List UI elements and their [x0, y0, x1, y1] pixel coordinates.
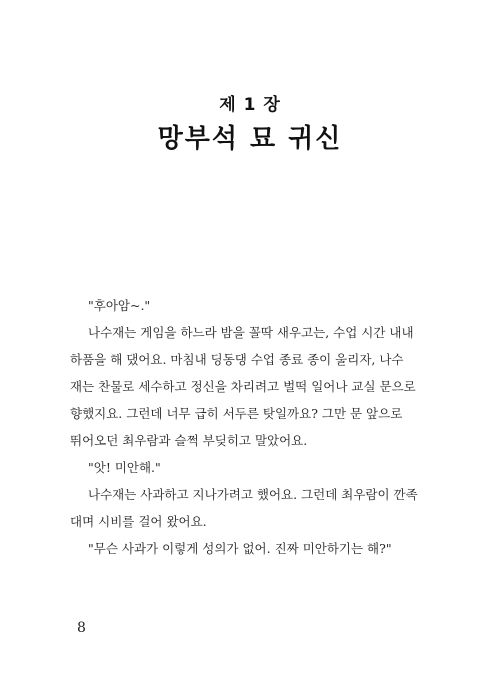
text-line: 대며 시비를 걸어 왔어요. [70, 514, 207, 529]
text-line: 하품을 해 댔어요. 마침내 딩동댕 수업 종료 종이 울리자, 나수 [70, 352, 404, 367]
text-line: 뛰어오던 최우람과 슬쩍 부딪히고 말았어요. [70, 433, 308, 448]
text-line: "후아암~." [88, 298, 151, 313]
paragraph [88, 535, 430, 562]
body-text [70, 292, 430, 562]
page-number: 8 [77, 620, 86, 636]
text-line: 나수재는 게임을 하느라 밤을 꼴딱 새우고는, 수업 시간 내내 [88, 325, 414, 340]
paragraph [70, 319, 430, 454]
paragraph [88, 454, 430, 481]
paragraph [70, 481, 430, 535]
text-line: "무슨 사과가 이렇게 성의가 없어. 진짜 미안하기는 해?" [88, 541, 392, 556]
chapter-number: 제 1 장 [219, 95, 281, 115]
text-line: 향했지요. 그런데 너무 급히 서두른 탓일까요? 그만 문 앞으로 [70, 406, 403, 421]
text-line: 나수재는 사과하고 지나가려고 했어요. 그런데 최우람이 깐족 [88, 487, 418, 502]
chapter-title: 망부석 묘 귀신 [157, 124, 343, 154]
text-line: "앗! 미안해." [88, 460, 161, 475]
text-line: 재는 찬물로 세수하고 정신을 차리려고 벌떡 일어나 교실 문으로 [70, 379, 416, 394]
paragraph [88, 292, 430, 319]
